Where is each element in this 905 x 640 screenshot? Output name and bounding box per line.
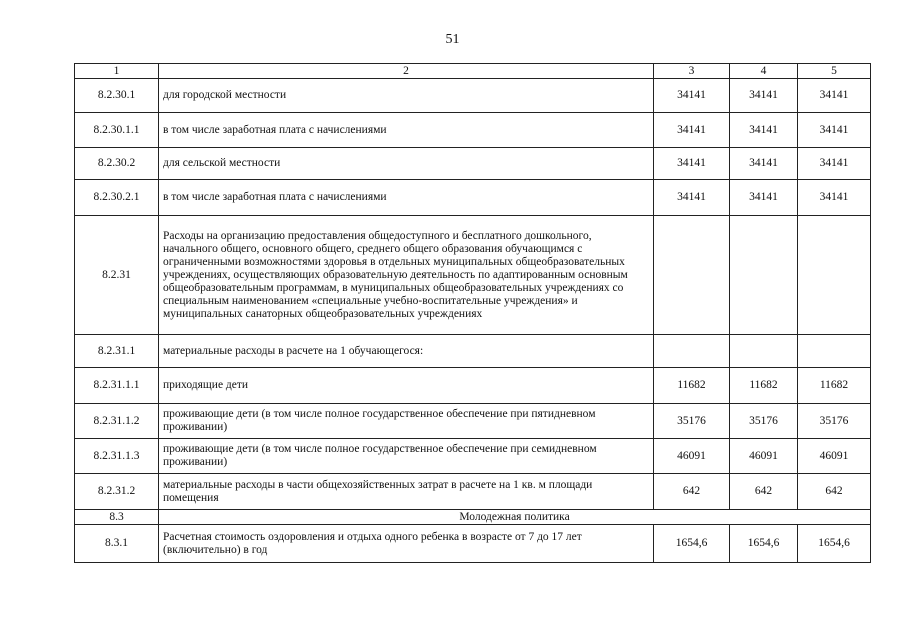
row-value-col4: 35176 bbox=[730, 404, 798, 439]
row-code: 8.2.31.1 bbox=[75, 335, 159, 368]
row-value-col5: 34141 bbox=[798, 113, 871, 148]
row-value-col3: 34141 bbox=[654, 180, 730, 216]
row-code: 8.3.1 bbox=[75, 525, 159, 563]
row-value-col3: 34141 bbox=[654, 148, 730, 180]
column-header-1: 1 bbox=[75, 64, 159, 79]
table-row bbox=[75, 474, 871, 510]
row-description: материальные расходы в части общехозяйственных затрат в расчете на 1 кв. м площади помещения bbox=[159, 474, 654, 510]
table-row bbox=[75, 216, 871, 335]
data-table bbox=[74, 63, 871, 563]
row-value-col4 bbox=[730, 216, 798, 335]
row-value-col4: 34141 bbox=[730, 79, 798, 113]
row-description: материальные расходы в расчете на 1 обучающегося: bbox=[159, 335, 654, 368]
row-value-col4: 34141 bbox=[730, 113, 798, 148]
row-code: 8.2.30.1.1 bbox=[75, 113, 159, 148]
row-value-col5: 642 bbox=[798, 474, 871, 510]
row-value-col5: 34141 bbox=[798, 148, 871, 180]
row-value-col5 bbox=[798, 335, 871, 368]
row-value-col5: 35176 bbox=[798, 404, 871, 439]
row-value-col4: 46091 bbox=[730, 439, 798, 474]
row-value-col4 bbox=[730, 335, 798, 368]
section-row bbox=[75, 510, 871, 525]
row-code: 8.2.31 bbox=[75, 216, 159, 335]
row-value-col5 bbox=[798, 216, 871, 335]
row-value-col4: 642 bbox=[730, 474, 798, 510]
table-row bbox=[75, 404, 871, 439]
row-description: в том числе заработная плата с начислениями bbox=[159, 180, 654, 216]
row-value-col3: 642 bbox=[654, 474, 730, 510]
row-value-col5: 1654,6 bbox=[798, 525, 871, 563]
row-description: проживающие дети (в том числе полное государственное обеспечение при пятидневном проживании) bbox=[159, 404, 654, 439]
row-code: 8.2.30.1 bbox=[75, 79, 159, 113]
row-value-col5: 34141 bbox=[798, 79, 871, 113]
row-code: 8.2.31.1.3 bbox=[75, 439, 159, 474]
table-row bbox=[75, 439, 871, 474]
table-row bbox=[75, 525, 871, 563]
table-row bbox=[75, 148, 871, 180]
row-value-col4: 34141 bbox=[730, 148, 798, 180]
column-header-4: 4 bbox=[730, 64, 798, 79]
row-description: приходящие дети bbox=[159, 368, 654, 404]
row-code: 8.2.31.1.2 bbox=[75, 404, 159, 439]
row-value-col3 bbox=[654, 335, 730, 368]
row-value-col3: 11682 bbox=[654, 368, 730, 404]
row-code: 8.2.31.2 bbox=[75, 474, 159, 510]
row-value-col3: 34141 bbox=[654, 79, 730, 113]
row-value-col5: 46091 bbox=[798, 439, 871, 474]
row-value-col3: 34141 bbox=[654, 113, 730, 148]
row-description: проживающие дети (в том числе полное государственное обеспечение при семидневном проживании) bbox=[159, 439, 654, 474]
row-value-col3 bbox=[654, 216, 730, 335]
table-row bbox=[75, 368, 871, 404]
row-description: Расчетная стоимость оздоровления и отдыха одного ребенка в возрасте от 7 до 17 лет (включительно) в год bbox=[159, 525, 654, 563]
table-header-row bbox=[75, 64, 871, 79]
row-value-col4: 34141 bbox=[730, 180, 798, 216]
column-header-3: 3 bbox=[654, 64, 730, 79]
table-row bbox=[75, 335, 871, 368]
row-description: Расходы на организацию предоставления общедоступного и бесплатного дошкольного, начального общего, основного общего, среднего общего образования обучающимся с ограниченными возможностями здоровья в отдельных муниципальных общеобразовательных учреждениях, осуществляющих образовательную деятельность по адаптированным основным общеобразовательным программам, в муниципальных общеобразовательных учреждениях со специальным наименованием «специальные учебно-воспитательные учреждения» и муниципальных санаторных общеобразовательных учреждениях bbox=[159, 216, 654, 335]
row-value-col3: 1654,6 bbox=[654, 525, 730, 563]
section-code: 8.3 bbox=[75, 510, 159, 525]
row-description: в том числе заработная плата с начислениями bbox=[159, 113, 654, 148]
row-code: 8.2.30.2.1 bbox=[75, 180, 159, 216]
row-code: 8.2.30.2 bbox=[75, 148, 159, 180]
row-value-col5: 34141 bbox=[798, 180, 871, 216]
table-row bbox=[75, 79, 871, 113]
row-value-col3: 35176 bbox=[654, 404, 730, 439]
table-row bbox=[75, 113, 871, 148]
section-title: Молодежная политика bbox=[159, 510, 871, 525]
table-row bbox=[75, 180, 871, 216]
row-value-col5: 11682 bbox=[798, 368, 871, 404]
row-value-col4: 1654,6 bbox=[730, 525, 798, 563]
row-description: для сельской местности bbox=[159, 148, 654, 180]
row-description: для городской местности bbox=[159, 79, 654, 113]
row-value-col4: 11682 bbox=[730, 368, 798, 404]
column-header-2: 2 bbox=[159, 64, 654, 79]
row-code: 8.2.31.1.1 bbox=[75, 368, 159, 404]
column-header-5: 5 bbox=[798, 64, 871, 79]
page-number: 51 bbox=[445, 32, 460, 47]
row-value-col3: 46091 bbox=[654, 439, 730, 474]
